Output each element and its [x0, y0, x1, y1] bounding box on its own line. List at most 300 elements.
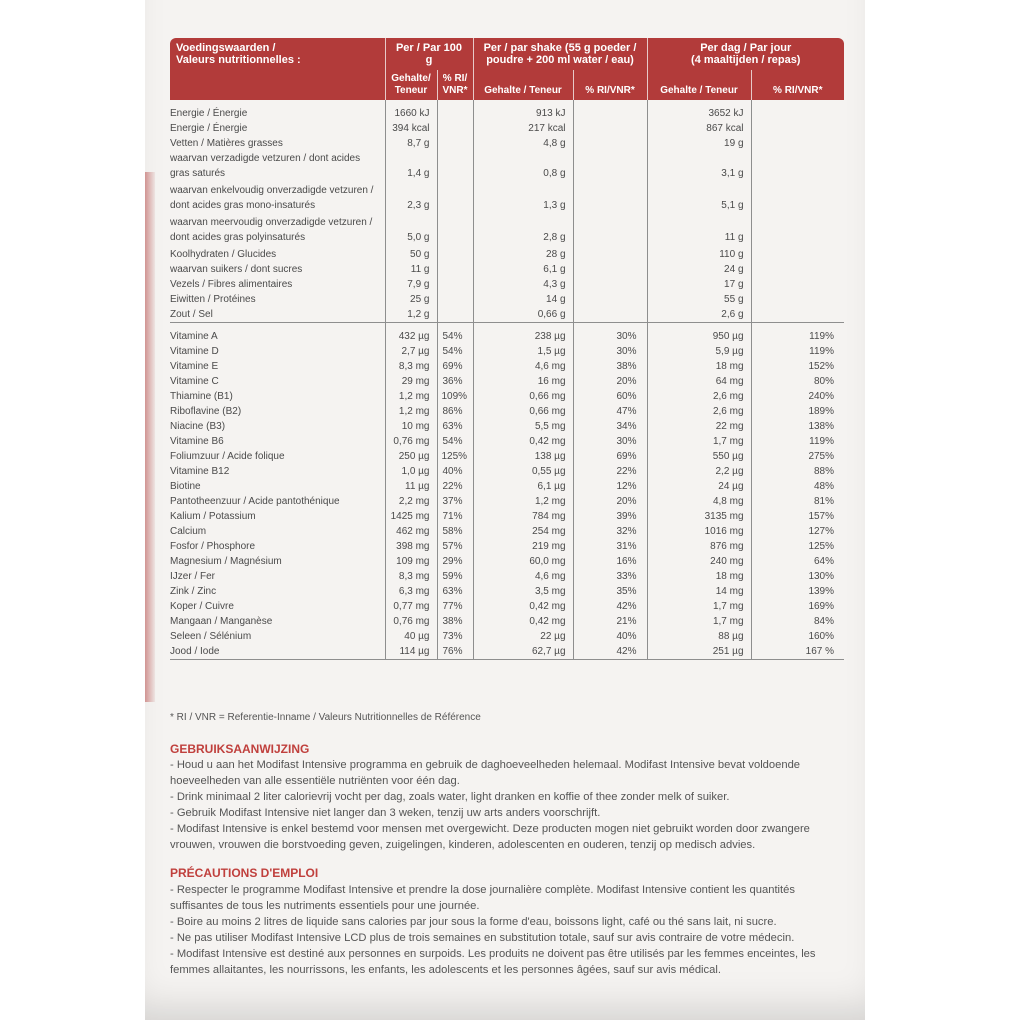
precaution-item: - Respecter le programme Modifast Intensive et prendre la dose journalière complète. Modifast Intensive contient les quantités suffisantes de tous les nutriments essentiels pour une journée. [170, 884, 795, 912]
header-per-100g-label: Per / Par 100 g [395, 42, 463, 66]
ri-per-100g: 54% [437, 344, 473, 359]
value-per-100g: 250 µg [385, 449, 437, 464]
table-row [170, 584, 844, 599]
table-row [170, 151, 844, 183]
precaution-item: - Ne pas utiliser Modifast Intensive LCD plus de trois semaines en substitution totale, sauf sur avis contraire de votre médecin. [170, 932, 795, 944]
value-per-day: 867 kcal [647, 121, 751, 136]
ri-per-100g: 86% [437, 404, 473, 419]
ri-per-shake [573, 121, 647, 136]
table-row [170, 100, 844, 121]
table-row [170, 307, 844, 323]
nutrient-name: Kalium / Potassium [170, 509, 385, 524]
ri-per-100g: 77% [437, 599, 473, 614]
table-row [170, 449, 844, 464]
value-per-100g: 432 µg [385, 323, 437, 345]
ri-per-day [751, 262, 844, 277]
ri-per-day: 127% [808, 526, 835, 537]
table-row [170, 183, 844, 215]
header-nutrition-label-fr: Valeurs nutritionnelles : [176, 54, 301, 66]
ri-per-100g: 63% [437, 584, 473, 599]
nutrient-name: Seleen / Sélénium [170, 629, 385, 644]
value-per-day: 110 g [647, 247, 751, 262]
ri-per-100g: 109% [437, 389, 473, 404]
nutrient-name: Fosfor / Phosphore [170, 539, 385, 554]
table-row [170, 323, 844, 345]
value-per-100g: 8,3 mg [385, 569, 437, 584]
header-nutrition-label [170, 38, 385, 100]
value-per-shake: 4,3 g [473, 277, 573, 292]
ri-per-100g [437, 183, 473, 215]
value-per-shake: 28 g [473, 247, 573, 262]
value-per-100g: 2,3 g [385, 183, 437, 215]
value-per-100g: 6,3 mg [385, 584, 437, 599]
value-per-shake: 4,6 mg [473, 359, 573, 374]
value-per-day: 24 g [647, 262, 751, 277]
value-per-100g: 0,77 mg [385, 599, 437, 614]
ri-per-shake: 12% [573, 479, 647, 494]
value-per-100g: 50 g [385, 247, 437, 262]
value-per-day: 22 mg [647, 419, 751, 434]
ri-per-day [751, 215, 844, 247]
ri-per-day [751, 307, 844, 323]
value-per-day: 18 mg [647, 569, 751, 584]
value-per-100g: 394 kcal [385, 121, 437, 136]
ri-per-shake: 35% [573, 584, 647, 599]
ri-per-shake: 60% [573, 389, 647, 404]
precaution-item: - Modifast Intensive est destiné aux personnes en surpoids. Les produits ne doivent pas être utilisés par les femmes enceintes, les femmes allaitantes, les nourrissons, les enfants, les adolescents et les personnes âgées, sauf sur avis médical. [170, 948, 816, 976]
table-row [170, 292, 844, 307]
nutrient-name: Eiwitten / Protéines [170, 292, 385, 307]
value-per-shake: 5,5 mg [473, 419, 573, 434]
nutrient-name: Jood / Iode [170, 644, 385, 660]
table-row [170, 215, 844, 247]
ri-per-day: 139% [808, 586, 835, 597]
ri-per-day: 157% [808, 511, 835, 522]
ri-per-shake [573, 151, 647, 183]
header-per-shake [473, 38, 647, 70]
value-per-shake: 3,5 mg [473, 584, 573, 599]
table-row [170, 404, 844, 419]
ri-per-shake: 40% [573, 629, 647, 644]
table-row [170, 539, 844, 554]
value-per-100g: 114 µg [385, 644, 437, 660]
ri-per-day: 152% [808, 361, 835, 372]
header-shake-ri [573, 70, 647, 100]
value-per-shake: 1,5 µg [473, 344, 573, 359]
table-row [170, 554, 844, 569]
ri-per-100g: 71% [437, 509, 473, 524]
ri-per-100g: 63% [437, 419, 473, 434]
value-per-shake: 6,1 g [473, 262, 573, 277]
value-per-day: 11 g [647, 215, 751, 247]
ri-per-shake [573, 215, 647, 247]
ri-per-100g [437, 262, 473, 277]
table-header [170, 38, 844, 100]
value-per-day: 1,7 mg [647, 614, 751, 629]
ri-per-shake: 39% [573, 509, 647, 524]
value-per-day: 3135 mg [647, 509, 751, 524]
value-per-100g: 40 µg [385, 629, 437, 644]
ri-per-shake: 20% [573, 374, 647, 389]
ri-per-day [751, 151, 844, 183]
value-per-day: 5,9 µg [647, 344, 751, 359]
value-per-day: 19 g [647, 136, 751, 151]
value-per-day: 5,1 g [647, 183, 751, 215]
value-per-shake: 0,66 mg [473, 389, 573, 404]
ri-per-100g: 76% [437, 644, 473, 660]
table-row [170, 614, 844, 629]
ri-per-shake [573, 100, 647, 121]
value-per-100g: 398 mg [385, 539, 437, 554]
ri-per-day [751, 183, 844, 215]
ri-per-day: 81% [814, 496, 835, 507]
nutrient-name: Magnesium / Magnésium [170, 554, 385, 569]
value-per-shake: 4,8 g [473, 136, 573, 151]
nutrient-name: Mangaan / Manganèse [170, 614, 385, 629]
ri-per-100g: 54% [437, 323, 473, 345]
table-row [170, 569, 844, 584]
table-row [170, 136, 844, 151]
value-per-day: 1,7 mg [647, 599, 751, 614]
nutrient-name: Thiamine (B1) [170, 389, 385, 404]
macro-rows [170, 100, 844, 323]
value-per-100g: 2,2 mg [385, 494, 437, 509]
nutrient-name: Vitamine D [170, 344, 385, 359]
footnote: * RI / VNR = Referentie-Inname / Valeurs Nutritionnelles de Référence [170, 712, 481, 723]
table-row [170, 434, 844, 449]
table-row [170, 389, 844, 404]
value-per-100g: 109 mg [385, 554, 437, 569]
value-per-100g: 1,2 g [385, 307, 437, 323]
table-row [170, 344, 844, 359]
nutrient-name: Energie / Énergie [170, 121, 385, 136]
ri-per-day: 240% [808, 391, 835, 402]
value-per-shake: 1,3 g [473, 183, 573, 215]
value-per-100g: 11 g [385, 262, 437, 277]
header-per-shake-line2: poudre + 200 ml water / eau) [486, 54, 634, 66]
ri-per-shake [573, 247, 647, 262]
table-row [170, 262, 844, 277]
value-per-day: 550 µg [647, 449, 751, 464]
table-row [170, 374, 844, 389]
nutrient-name: Vitamine E [170, 359, 385, 374]
usage-item: - Houd u aan het Modifast Intensive programma en gebruik de daghoeveelheden helemaal. Modifast Intensive bevat voldoende hoeveelheden van alle essentiële nutriënten voor één dag. [170, 759, 801, 787]
value-per-day: 24 µg [647, 479, 751, 494]
ri-per-shake: 42% [573, 599, 647, 614]
header-per-shake-line1: Per / par shake (55 g poeder / [483, 42, 637, 54]
value-per-shake: 217 kcal [473, 121, 573, 136]
ri-per-100g [437, 215, 473, 247]
value-per-100g: 11 µg [385, 479, 437, 494]
ri-per-100g [437, 307, 473, 323]
value-per-day: 1,7 mg [647, 434, 751, 449]
ri-per-day: 119% [809, 346, 835, 357]
usage-item: - Gebruik Modifast Intensive niet langer dan 3 weken, tenzij uw arts anders voorschrijft. [170, 807, 601, 819]
ri-per-shake: 30% [573, 434, 647, 449]
ri-per-day [751, 277, 844, 292]
value-per-100g: 8,7 g [385, 136, 437, 151]
nutrient-name: Riboflavine (B2) [170, 404, 385, 419]
value-per-shake: 238 µg [473, 323, 573, 345]
value-per-100g: 1,2 mg [385, 389, 437, 404]
ri-per-100g: 59% [437, 569, 473, 584]
table-row [170, 121, 844, 136]
value-per-100g: 0,76 mg [385, 614, 437, 629]
nutrient-name: waarvan enkelvoudig onverzadigde vetzuren / dont acides gras mono-insaturés [170, 183, 385, 215]
ri-per-day [751, 121, 844, 136]
ri-per-shake: 33% [573, 569, 647, 584]
value-per-shake: 0,55 µg [473, 464, 573, 479]
ri-per-shake: 16% [573, 554, 647, 569]
value-per-shake: 22 µg [473, 629, 573, 644]
side-red-band [145, 172, 155, 702]
table-row [170, 419, 844, 434]
ri-per-day: 84% [814, 616, 835, 627]
ri-per-100g [437, 121, 473, 136]
header-100g-content-label: Gehalte/ Teneur [391, 73, 431, 96]
header-shake-content-label: Gehalte / Teneur [484, 85, 562, 96]
value-per-day: 2,6 g [647, 307, 751, 323]
value-per-shake: 0,66 mg [473, 404, 573, 419]
ri-per-day: 119% [809, 436, 835, 447]
ri-per-day [751, 100, 844, 121]
value-per-shake: 14 g [473, 292, 573, 307]
nutrient-name: Zink / Zinc [170, 584, 385, 599]
value-per-day: 18 mg [647, 359, 751, 374]
header-day-content-label: Gehalte / Teneur [660, 85, 738, 96]
vitamin-rows [170, 323, 844, 660]
ri-per-100g [437, 277, 473, 292]
value-per-day: 950 µg [647, 323, 751, 345]
table-row [170, 247, 844, 262]
ri-per-shake [573, 136, 647, 151]
value-per-100g: 1,2 mg [385, 404, 437, 419]
ri-per-100g: 38% [437, 614, 473, 629]
header-100g-ri-label: % RI/ VNR* [442, 73, 468, 96]
header-day-ri [751, 70, 844, 100]
value-per-day: 88 µg [647, 629, 751, 644]
header-per-day-line1: Per dag / Par jour [700, 42, 792, 54]
value-per-shake: 0,66 g [473, 307, 573, 323]
ri-per-day: 169% [808, 601, 835, 612]
nutrient-name: Niacine (B3) [170, 419, 385, 434]
value-per-shake: 784 mg [473, 509, 573, 524]
header-shake-ri-label: % RI/VNR* [585, 85, 635, 96]
ri-per-day: 125% [808, 541, 835, 552]
table-row [170, 464, 844, 479]
precaution-item: - Boire au moins 2 litres de liquide sans calories par jour sous la forme d'eau, boissons light, café ou thé sans lait, ni sucre. [170, 916, 777, 928]
ri-per-shake: 21% [573, 614, 647, 629]
value-per-day: 1016 mg [647, 524, 751, 539]
value-per-day: 240 mg [647, 554, 751, 569]
value-per-day: 251 µg [647, 644, 751, 660]
usage-item: - Drink minimaal 2 liter calorievrij vocht per dag, zoals water, light dranken en koffie of thee zonder melk of suiker. [170, 791, 730, 803]
ri-per-day: 160% [808, 631, 835, 642]
ri-per-day [751, 247, 844, 262]
nutrient-name: Vezels / Fibres alimentaires [170, 277, 385, 292]
ri-per-shake: 31% [573, 539, 647, 554]
nutrient-name: Vitamine C [170, 374, 385, 389]
ri-per-100g: 125% [437, 449, 473, 464]
ri-per-100g: 54% [437, 434, 473, 449]
ri-per-100g: 22% [437, 479, 473, 494]
ri-per-day: 138% [808, 421, 835, 432]
header-shake-content [473, 70, 573, 100]
value-per-100g: 462 mg [385, 524, 437, 539]
value-per-shake: 254 mg [473, 524, 573, 539]
ri-per-shake [573, 262, 647, 277]
value-per-day: 3652 kJ [647, 100, 751, 121]
ri-per-day [751, 136, 844, 151]
header-day-ri-label: % RI/VNR* [773, 85, 823, 96]
table-row [170, 629, 844, 644]
ri-per-100g [437, 247, 473, 262]
header-per-day-line2: (4 maaltijden / repas) [691, 54, 801, 66]
ri-per-shake [573, 183, 647, 215]
value-per-shake: 1,2 mg [473, 494, 573, 509]
value-per-100g: 2,7 µg [385, 344, 437, 359]
precautions-title: PRÉCAUTIONS D'EMPLOI [170, 866, 319, 880]
ri-per-shake: 42% [573, 644, 647, 660]
value-per-day: 2,6 mg [647, 389, 751, 404]
table-row [170, 359, 844, 374]
value-per-day: 2,2 µg [647, 464, 751, 479]
ri-per-shake: 30% [573, 323, 647, 345]
value-per-shake: 2,8 g [473, 215, 573, 247]
table-row [170, 524, 844, 539]
nutrient-name: Foliumzuur / Acide folique [170, 449, 385, 464]
value-per-shake: 4,6 mg [473, 569, 573, 584]
value-per-100g: 1660 kJ [385, 100, 437, 121]
header-100g-ri [437, 70, 473, 100]
ri-per-shake: 69% [573, 449, 647, 464]
value-per-day: 4,8 mg [647, 494, 751, 509]
ri-per-shake: 20% [573, 494, 647, 509]
table-row [170, 479, 844, 494]
value-per-day: 2,6 mg [647, 404, 751, 419]
ri-per-day: 88% [814, 466, 835, 477]
ri-per-100g [437, 136, 473, 151]
nutrient-name: Calcium [170, 524, 385, 539]
ri-per-100g: 69% [437, 359, 473, 374]
value-per-100g: 1,0 µg [385, 464, 437, 479]
ri-per-100g: 36% [437, 374, 473, 389]
header-100g-content [385, 70, 437, 100]
value-per-day: 14 mg [647, 584, 751, 599]
ri-per-100g [437, 151, 473, 183]
ri-per-100g: 58% [437, 524, 473, 539]
value-per-100g: 25 g [385, 292, 437, 307]
nutrient-name: Vitamine A [170, 323, 385, 345]
ri-per-day: 119% [809, 331, 835, 342]
ri-per-100g: 73% [437, 629, 473, 644]
ri-per-day [751, 292, 844, 307]
ri-per-shake: 22% [573, 464, 647, 479]
ri-per-day: 64% [814, 556, 835, 567]
table-row [170, 509, 844, 524]
value-per-100g: 29 mg [385, 374, 437, 389]
value-per-shake: 913 kJ [473, 100, 573, 121]
nutrient-name: Koper / Cuivre [170, 599, 385, 614]
value-per-shake: 60,0 mg [473, 554, 573, 569]
header-day-content [647, 70, 751, 100]
value-per-shake: 6,1 µg [473, 479, 573, 494]
value-per-100g: 5,0 g [385, 215, 437, 247]
header-per-100g [385, 38, 473, 70]
value-per-100g: 1,4 g [385, 151, 437, 183]
nutrient-name: Energie / Énergie [170, 100, 385, 121]
ri-per-day: 130% [808, 571, 835, 582]
nutrient-name: Vitamine B6 [170, 434, 385, 449]
nutrient-name: Pantotheenzuur / Acide pantothénique [170, 494, 385, 509]
value-per-day: 64 mg [647, 374, 751, 389]
ri-per-shake: 32% [573, 524, 647, 539]
ri-per-100g [437, 292, 473, 307]
value-per-shake: 0,42 mg [473, 614, 573, 629]
value-per-shake: 62,7 µg [473, 644, 573, 660]
header-per-day [647, 38, 844, 70]
ri-per-100g [437, 100, 473, 121]
value-per-day: 17 g [647, 277, 751, 292]
nutrient-name: Vetten / Matières grasses [170, 136, 385, 151]
table-row [170, 277, 844, 292]
ri-per-shake [573, 307, 647, 323]
value-per-100g: 7,9 g [385, 277, 437, 292]
ri-per-day: 189% [808, 406, 835, 417]
usage-list [170, 757, 850, 853]
ri-per-100g: 29% [437, 554, 473, 569]
nutrient-name: Koolhydraten / Glucides [170, 247, 385, 262]
nutrient-name: IJzer / Fer [170, 569, 385, 584]
value-per-100g: 1425 mg [385, 509, 437, 524]
ri-per-shake: 30% [573, 344, 647, 359]
value-per-100g: 0,76 mg [385, 434, 437, 449]
precautions-list [170, 882, 850, 978]
value-per-day: 876 mg [647, 539, 751, 554]
value-per-day: 55 g [647, 292, 751, 307]
ri-per-shake: 38% [573, 359, 647, 374]
value-per-shake: 0,8 g [473, 151, 573, 183]
ri-per-shake: 34% [573, 419, 647, 434]
value-per-shake: 0,42 mg [473, 599, 573, 614]
ri-per-day: 80% [814, 376, 835, 387]
nutrient-name: waarvan suikers / dont sucres [170, 262, 385, 277]
usage-item: - Modifast Intensive is enkel bestemd voor mensen met overgewicht. Deze producten mogen niet gebruikt worden door zwangere vrouwen, vrouwen die borstvoeding geven, zuigelingen, kinderen, adolescenten en ouderen, tenzij op medisch advies. [170, 823, 810, 851]
table-row [170, 644, 844, 660]
nutrient-name: Zout / Sel [170, 307, 385, 323]
ri-per-100g: 40% [437, 464, 473, 479]
ri-per-day: 167 % [751, 644, 844, 660]
value-per-shake: 138 µg [473, 449, 573, 464]
nutrient-name: waarvan meervoudig onverzadigde vetzuren / dont acides gras polyinsaturés [170, 215, 385, 247]
ri-per-shake: 47% [573, 404, 647, 419]
header-nutrition-label-nl: Voedingswaarden / [176, 42, 276, 54]
value-per-100g: 8,3 mg [385, 359, 437, 374]
value-per-day: 3,1 g [647, 151, 751, 183]
table-row [170, 599, 844, 614]
ri-per-shake [573, 277, 647, 292]
ri-per-day: 275% [808, 451, 835, 462]
ri-per-100g: 37% [437, 494, 473, 509]
table-row [170, 494, 844, 509]
nutrient-name: Vitamine B12 [170, 464, 385, 479]
nutrition-table [170, 38, 844, 660]
value-per-shake: 16 mg [473, 374, 573, 389]
value-per-100g: 10 mg [385, 419, 437, 434]
value-per-shake: 219 mg [473, 539, 573, 554]
ri-per-day: 48% [814, 481, 835, 492]
nutrient-name: waarvan verzadigde vetzuren / dont acides gras saturés [170, 151, 385, 183]
